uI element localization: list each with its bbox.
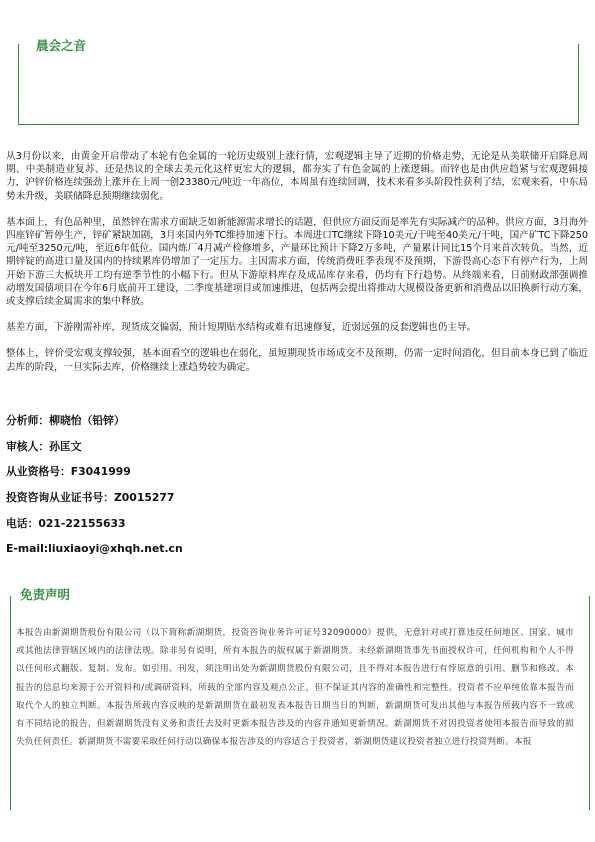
- paragraph-basis: 基差方面，下游刚需补库，现货成交偏弱，预计短期贴水结构或难有迅速修复，近弱远强的反套逻辑也仍主导。: [6, 322, 477, 334]
- consult-cert-line: 投资咨询从业证书号：Z0015277: [6, 491, 175, 504]
- analyst-line: 分析师：柳晓怡（铅锌）: [6, 414, 125, 427]
- disclaimer-text: 本报告由新湖期货股份有限公司（以下简称新湖期货，投资咨询业务许可证号32090000）提供，无意针对或打算违反任何地区、国家、城市或其他法律管辖区域内的法律法规。除非另有说明，所有本报告的版权属于新湖期货。未经新湖期货事先书面授权许可，任何机构和个人不得以任何形式翻版、复制、发布。如引用、刊发，须注明出处为新湖期货股份有限公司，且不得对本报告进行有悖原意的引用、删节和修改。本报告的信息均来源于公开资料和/或调研资料，所载的全部内容及观点公正，但不保证其内容的准确性和完整性。投资者不应单纯依靠本报告而取代个人的独立判断。本报告所载内容反映的是新湖期货在最初发表本报告日期当日的判断，新湖期货可发出其他与本报告所载内容不一致或有不同结论的报告，但新湖期货没有义务和责任去及时更新本报告涉及的内容并通知更新情况。新湖期货不对因投资者使用本报告而导致的损失负任何责任。新湖期货不需要采取任何行动以确保本报告涉及的内容适合于投资者，新湖期货建议投资者独立进行投资判断。本报: [16, 628, 574, 748]
- reviewer-line: 审核人：孙匡文: [6, 440, 82, 453]
- email-link[interactable]: E-mail:liuxiaoyi@xhqh.net.cn: [6, 542, 183, 555]
- phone-line: 电话：021-22155633: [6, 517, 126, 530]
- qualification-line: 从业资格号：F3041999: [6, 465, 131, 478]
- paragraph-fundamentals: 基本面上，有色品种里，虽然锌在需求方面缺乏如新能源需求增长的话题，但供应方面反而是率先有实际减产的品种。供应方面，3月海外四座锌矿暂停生产，锌矿紧缺加剧，3月来国内外TC维持加速下行。本周进口TC继续下降10美元/干吨至40美元/干吨，国产矿TC下降250元/吨至3250元/吨，至近6年低位。国内炼厂4月减产检修增多，产量环比预计下降2万多吨，产量累计同比15个月来首次转负。当然，近期锌锭的高进口量及国内的持续累库仍增加了一定压力。主因需求方面，传统消费旺季表现不及预期，下游畏高心态下有停产行为，上周开始下游三大板块开工均有逆季节性的小幅下行。但从下游原料库存及成品库存来看，仍均有下行趋势。从终端来看，日前财政部强调推动增发国债项目在今年6月底前开工建设，二季度基建项目或加速推进，包括两会提出将推动大规模设备更新和消费品以旧换新行动方案，或支撑后续金属需求的集中释放。: [6, 216, 588, 308]
- disclaimer-title: 免责声明: [20, 587, 71, 602]
- morning-meeting-box: [18, 44, 579, 125]
- paragraph-summary: 整体上，锌价受宏观支撑较强，基本面看空的逻辑也在弱化，虽短期现货市场成交不及预期，仍需一定时间消化，但目前本身已到了临近去库的阶段，一旦实际去库，价格继续上涨趋势较为确定。: [6, 348, 588, 373]
- morning-meeting-title: 晨会之音: [36, 38, 87, 53]
- report-body: [6, 150, 588, 387]
- paragraph-macro: 从3月份以来，由黄金开启带动了本轮有色金属的一轮历史级别上涨行情，宏观逻辑主导了近期的价格走势，无论是从美联储开启降息周期、中美制造业复苏、还是热议的全球去美元化这样更宏大的逻辑，都夯实了有色金属的上涨逻辑。而锌也是由供应趋紧与宏观逻辑接力，沪锌价格连续强劲上涨并在上周一创23380元/吨近一年高位，本周虽有连续回调，技术来看多头阶段性获利了结，宏观来看，中东局势未升级，美联储降息预期继续弱化。: [6, 151, 588, 202]
